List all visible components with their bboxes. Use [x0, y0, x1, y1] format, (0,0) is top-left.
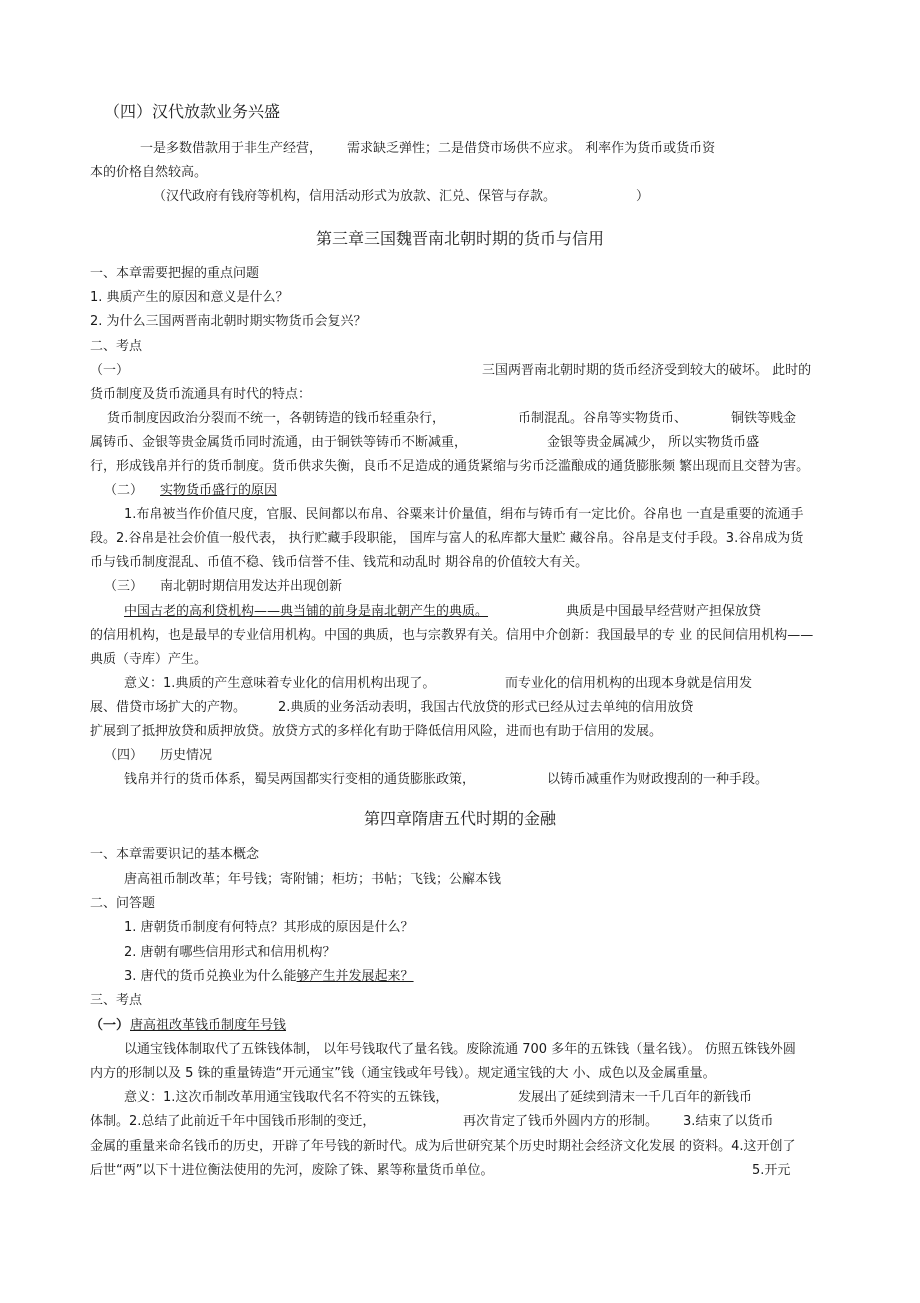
- text-line: 而专业化的信用机构的出现本身就是信用发: [505, 676, 753, 691]
- point-label: （一）: [90, 363, 130, 378]
- text-line: 货币制度因政治分裂而不统一，各朝铸造的钱币轻重杂行，: [107, 411, 446, 426]
- text-line: 的信用机构，也是最早的专业信用机构。中国的典质，也与宗教界有关。信用中介创新：我国最早的专 业 的民间信用机构——: [90, 628, 814, 643]
- text-line: 典质（寺库）产生。: [90, 652, 208, 667]
- text-line: 5.开元: [752, 1163, 791, 1178]
- section-heading: 二、考点: [90, 339, 143, 354]
- chapter-3-title: 第三章三国魏晋南北朝时期的货币与信用: [315, 229, 604, 248]
- text-line: 内方的形制以及 5 铢的重量铸造“开元通宝”钱（通宝钱或年号钱）。规定通宝钱的大 小、成色以及金属重量。: [90, 1066, 716, 1081]
- text-line: 金银等贵金属减少， 所以实物货币盛: [547, 435, 760, 450]
- point-label: （四）: [104, 748, 144, 763]
- text-line: 一是多数借款用于非生产经营，: [140, 141, 323, 156]
- text-line: 三国两晋南北朝时期的货币经济受到较大的破坏。 此时的: [482, 363, 812, 378]
- text-line: 体制。2.总结了此前近千年中国钱币形制的变迁，: [90, 1114, 376, 1129]
- text-line: 段。2.谷帛是社会价值一般代表， 执行贮藏手段职能， 国库与富人的私库都大量贮 藏谷帛。谷帛是支付手段。3.谷帛成为货: [90, 531, 804, 546]
- point-label: （一）: [90, 1018, 130, 1033]
- point-label: （三）: [104, 579, 144, 594]
- text-line: 钱帛并行的货币体系，蜀吴两国都实行变相的通货膨胀政策，: [124, 772, 476, 787]
- question-item: 1. 典质产生的原因和意义是什么？: [90, 290, 289, 305]
- question-item: 2. 为什么三国两晋南北朝时期实物货币会复兴？: [90, 314, 367, 329]
- text-line: 唐高祖币制改革；年号钱；寄附铺；柜坊；书帖；飞钱；公廨本钱: [124, 872, 502, 887]
- text-line: 再次肯定了钱币外圆内方的形制。: [463, 1114, 659, 1129]
- text-line: 以通宝钱体制取代了五铢钱体制， 以年号钱取代了量名钱。废除流通 700 多年的五铢钱（量名钱）。 仿照五铢钱外圆: [124, 1042, 796, 1057]
- point-heading: 唐高祖改革钱币制度年号钱: [130, 1018, 287, 1033]
- question-item: [124, 968, 414, 986]
- question-text: 3. 唐代的货币兑换业为什么能: [124, 969, 297, 984]
- section-heading: 三、考点: [90, 993, 143, 1008]
- text-line: 3.结束了以货币: [683, 1114, 774, 1129]
- text-line: （汉代政府有钱府等机构，信用活动形式为放款、汇兑、保管与存款。: [153, 189, 557, 204]
- point-heading: 南北朝时期信用发达并出现创新: [160, 579, 343, 594]
- section-heading: 一、本章需要识记的基本概念: [90, 847, 260, 862]
- text-line: 需求缺乏弹性；二是借贷市场供不应求。 利率作为货币或货币资: [347, 141, 716, 156]
- question-item: 1. 唐朝货币制度有何特点？其形成的原因是什么？: [124, 920, 414, 935]
- text-line: 发展出了延续到清末一千几百年的新钱币: [518, 1090, 753, 1105]
- section-heading-han: （四）汉代放款业务兴盛: [104, 102, 281, 121]
- text-line: 1.布帛被当作价值尺度，官服、民间都以布帛、谷粟来计价量值，绢布与铸币有一定比价。谷帛也 一直是重要的流通手: [124, 507, 804, 522]
- point-heading: 实物货币盛行的原因: [160, 483, 278, 498]
- question-item: 2. 唐朝有哪些信用形式和信用机构？: [124, 945, 336, 960]
- question-text-underlined: 够产生并发展起来？: [296, 969, 414, 984]
- point-label: （二）: [104, 483, 144, 498]
- text-line: 行，形成钱帛并行的货币制度。货币供求失衡，良币不足造成的通货紧缩与劣币泛滥酿成的通货膨胀频 繁出现而且交替为害。: [90, 459, 810, 474]
- text-line: 意义：1.典质的产生意味着专业化的信用机构出现了。: [124, 676, 436, 691]
- text-line-underlined: 中国古老的高利贷机构——典当铺的前身是南北朝产生的典质。: [124, 604, 489, 619]
- text-line: 典质是中国最早经营财产担保放贷: [566, 604, 762, 619]
- section-heading: 二、问答题: [90, 896, 156, 911]
- text-line: 铜铁等贱金: [731, 411, 797, 426]
- chapter-4-title: 第四章隋唐五代时期的金融: [363, 809, 556, 828]
- text-line: 货币制度及货币流通具有时代的特点：: [90, 387, 312, 402]
- text-line: ）: [636, 189, 650, 204]
- text-line: 意义：1.这次币制改革用通宝钱取代名不符实的五铢钱，: [124, 1090, 449, 1105]
- text-line: 属铸币、金银等贵金属货币同时流通，由于铜铁等铸币不断减重，: [90, 435, 468, 450]
- text-line: 币制混乱。谷帛等实物货币、: [518, 411, 688, 426]
- section-heading: 一、本章需要把握的重点问题: [90, 266, 260, 281]
- text-line: 展、借贷市场扩大的产物。: [90, 700, 247, 715]
- text-line: 2.典质的业务活动表明，我国古代放贷的形式已经从过去单纯的信用放贷: [278, 700, 694, 715]
- text-line: 扩展到了抵押放贷和质押放贷。放贷方式的多样化有助于降低信用风险，进而也有助于信用的发展。: [90, 724, 663, 739]
- text-line: 币与钱币制度混乱、币值不稳、钱币信誉不佳、钱荒和动乱时 期谷帛的价值较大有关。: [90, 555, 589, 570]
- point-heading: 历史情况: [160, 748, 213, 763]
- text-line: 本的价格自然较高。: [90, 165, 208, 180]
- text-line: 以铸币减重作为财政搜刮的一种手段。: [547, 772, 769, 787]
- text-line: 金属的重量来命名钱币的历史，开辟了年号钱的新时代。成为后世研究某个历史时期社会经济文化发展 的资料。4.这开创了: [90, 1139, 796, 1154]
- text-line: 后世“两”以下十进位衡法使用的先河，废除了铢、累等称量货币单位。: [90, 1163, 494, 1178]
